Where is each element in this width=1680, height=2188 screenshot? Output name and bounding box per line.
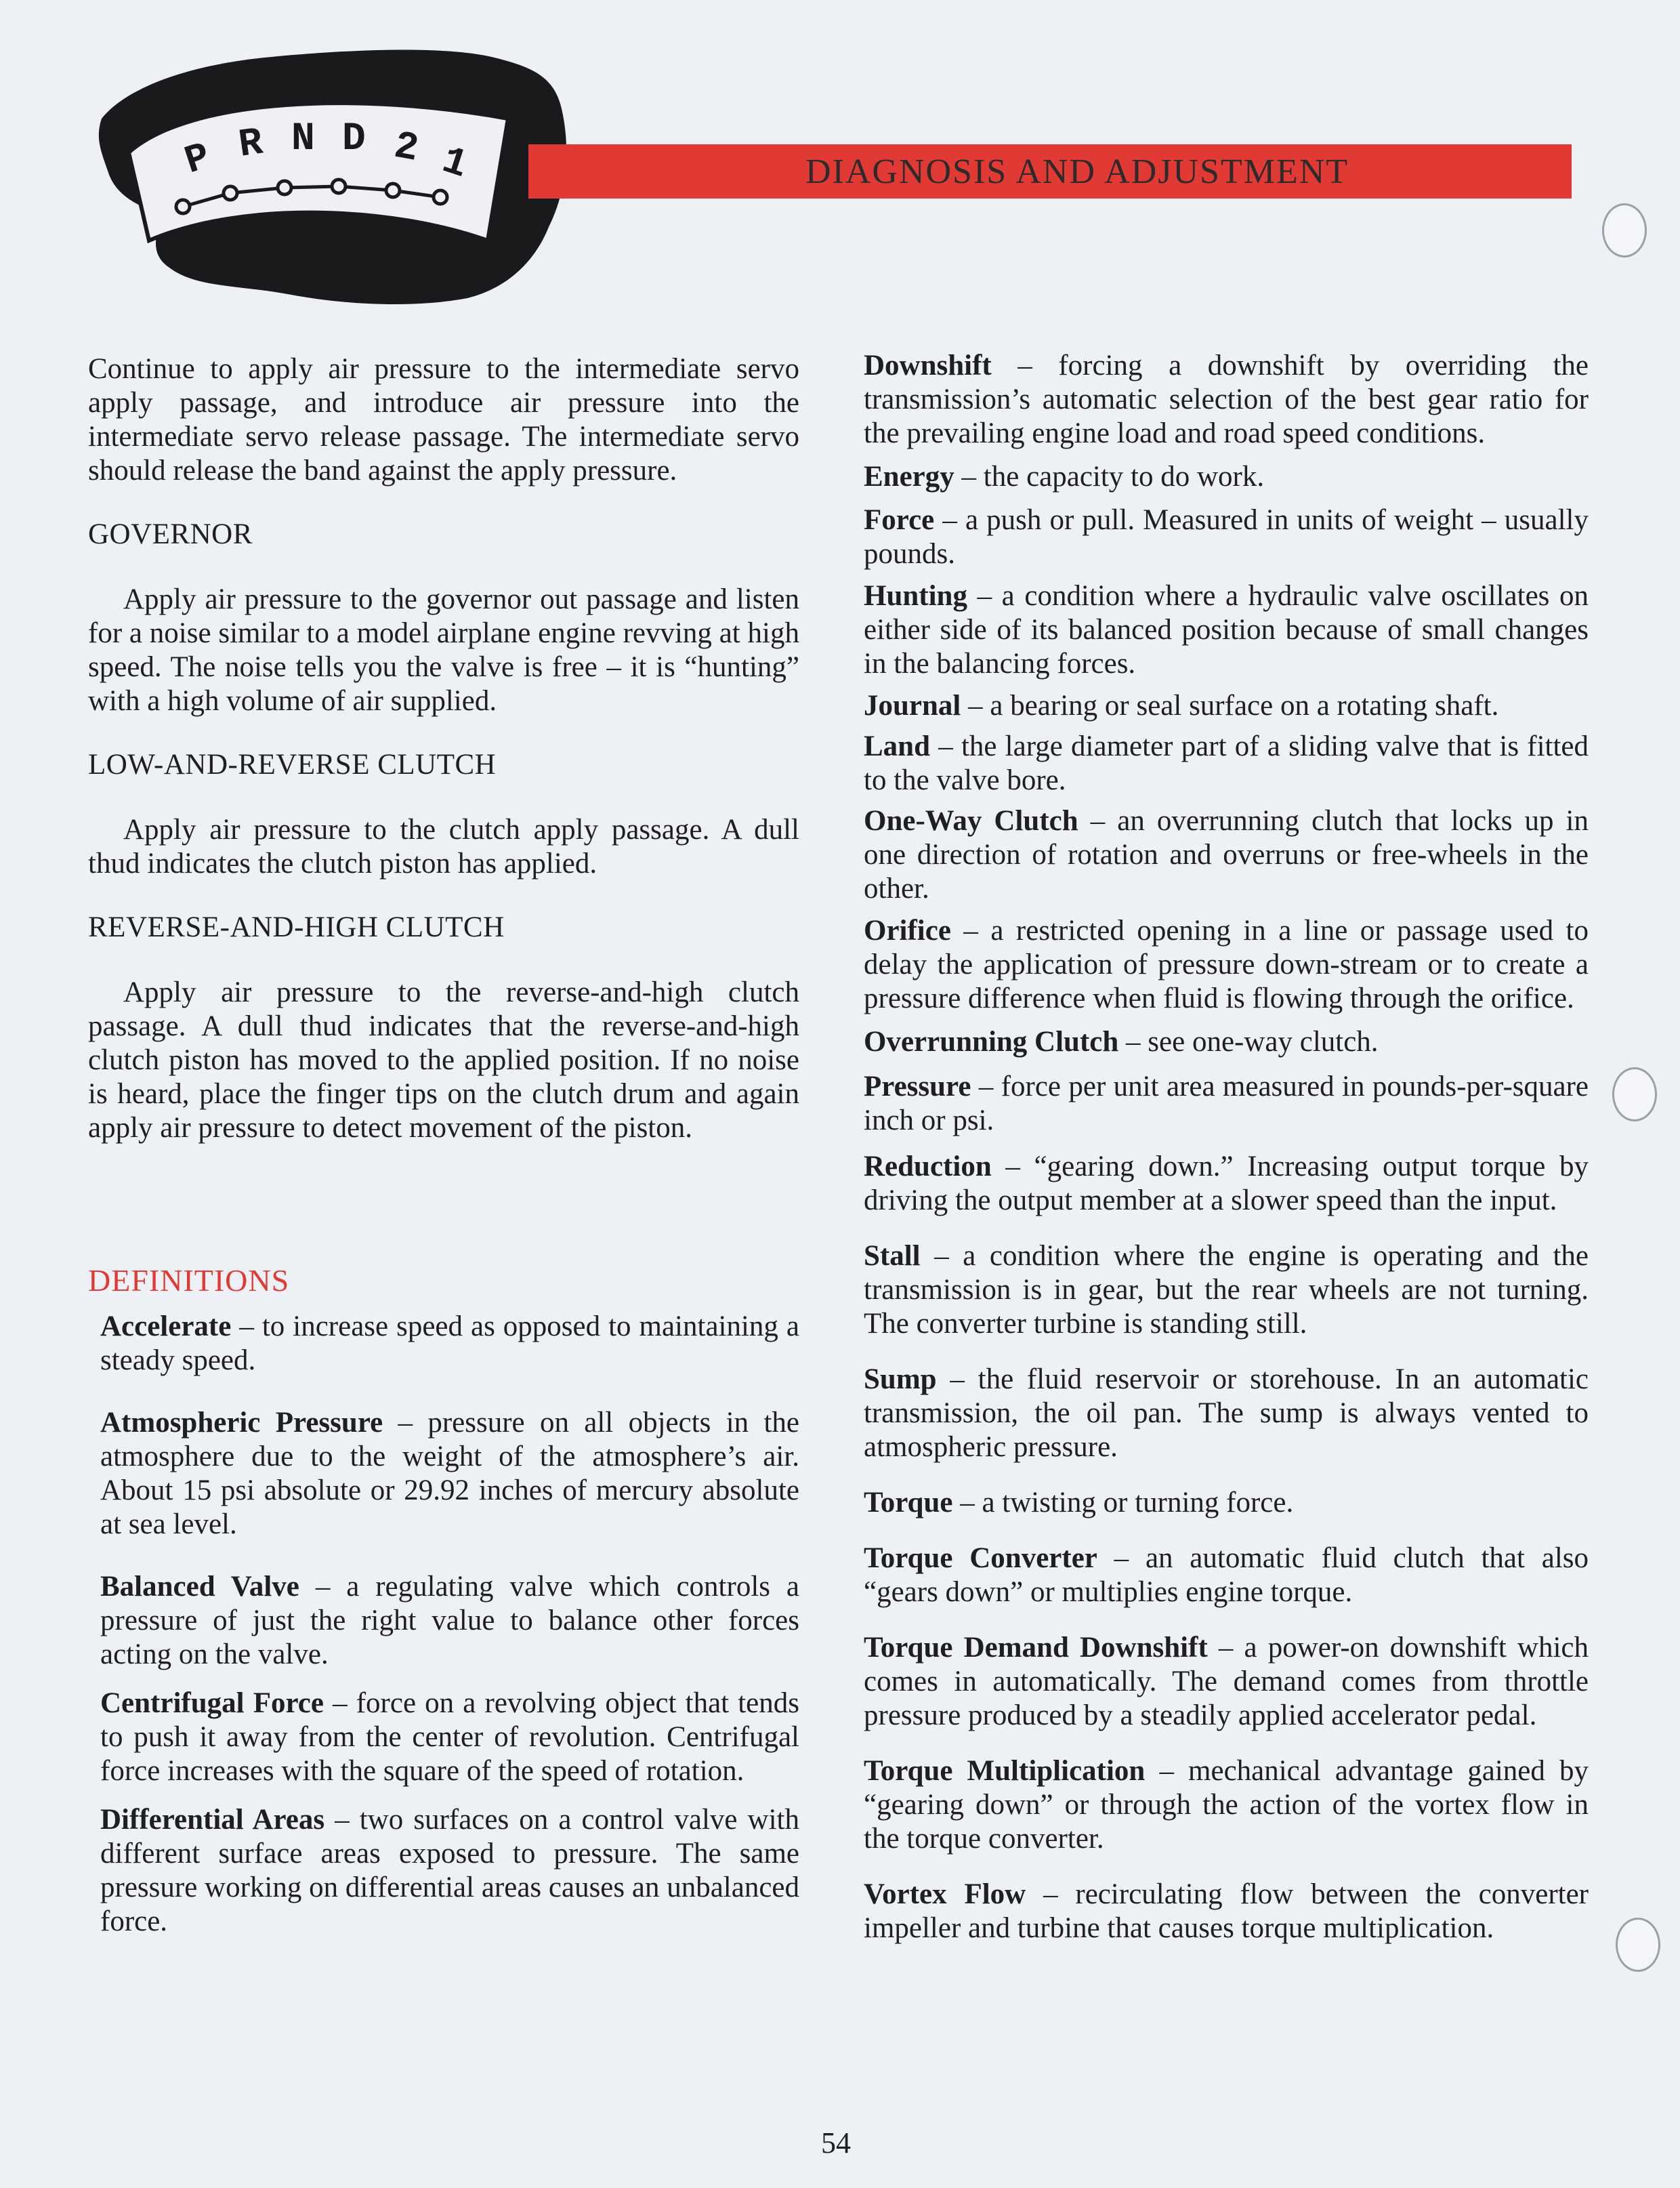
definition-text: – a bearing or seal surface on a rotating shaft. [968, 690, 1499, 722]
selector-dot-1 [434, 190, 447, 204]
gear-letter-r: R [236, 121, 266, 168]
definition-item [864, 1486, 1589, 1520]
definition-term: Accelerate [100, 1310, 232, 1342]
right-column [864, 349, 1589, 1945]
definition-item [100, 1803, 799, 1939]
reverse-high-clutch-heading: REVERSE-AND-HIGH CLUTCH [88, 911, 505, 943]
definitions-title: DEFINITIONS [88, 1263, 290, 1298]
definition-item [864, 730, 1589, 798]
definition-item [864, 804, 1589, 906]
selector-dot-r [224, 186, 237, 200]
definition-term: Vortex Flow [864, 1878, 1026, 1910]
definition-item [100, 1570, 799, 1672]
definition-term: Differential Areas [100, 1804, 325, 1836]
definition-text: – pressure on all objects in the atmosphere due to the weight of the atmosphere’s air. About 15 psi absolute or 29.92 inches of mercury absolute at sea level. [100, 1407, 799, 1540]
selector-dot-2 [386, 184, 400, 197]
selector-dot-n [278, 181, 291, 194]
definition-term: Reduction [864, 1151, 992, 1182]
definition-item [864, 1150, 1589, 1218]
definition-term: Journal [864, 690, 961, 722]
definition-term: Hunting [864, 580, 967, 612]
definition-item [100, 1310, 799, 1378]
gear-letter-1: 1 [436, 139, 473, 188]
definition-item [864, 579, 1589, 681]
definition-item [864, 1363, 1589, 1464]
definition-text: – a power-on downshift which comes in automatically. The demand comes from throttle pressure produced by a steadily applied accelerator pedal. [864, 1632, 1589, 1731]
punch-hole-middle [1612, 1067, 1657, 1121]
intro-paragraph: Continue to apply air pressure to the intermediate servo apply passage, and introduce air pressure into the intermediate servo release passage. The intermediate servo should release the band against the apply pressure. [88, 353, 799, 487]
left-definitions [88, 1310, 799, 1939]
definition-text: – “gearing down.” Increasing output torque by driving the output member at a slower speed than the input. [864, 1151, 1589, 1216]
definition-term: Atmospheric Pressure [100, 1407, 383, 1439]
definition-text: – an automatic fluid clutch that also “gears down” or multiplies engine torque. [864, 1542, 1589, 1608]
definition-term: Torque Multiplication [864, 1755, 1146, 1787]
definition-item [864, 349, 1589, 451]
definition-term: Sump [864, 1363, 937, 1395]
definition-text: – recirculating flow between the converter impeller and turbine that causes torque multiplication. [864, 1878, 1589, 1944]
definition-term: Stall [864, 1240, 921, 1272]
definition-term: Overrunning Clutch [864, 1026, 1119, 1058]
definition-text: – the fluid reservoir or storehouse. In an automatic transmission, the oil pan. The sump is always vented to atmospheric pressure. [864, 1363, 1589, 1463]
punch-hole-top [1602, 203, 1647, 257]
gear-selector-logo [88, 37, 576, 308]
definition-text: – a push or pull. Measured in units of weight – usually pounds. [864, 504, 1589, 570]
definition-item [864, 1754, 1589, 1856]
definition-term: Energy [864, 461, 954, 493]
definition-term: Balanced Valve [100, 1571, 299, 1603]
definition-item [864, 914, 1589, 1016]
definition-text: – see one-way clutch. [1126, 1026, 1379, 1058]
definition-term: Pressure [864, 1071, 971, 1102]
definition-text: – mechanical advantage gained by “gearing down” or through the action of the vortex flow in the torque converter. [864, 1755, 1589, 1855]
low-reverse-clutch-heading: LOW-AND-REVERSE CLUTCH [88, 749, 497, 781]
definition-term: Torque Converter [864, 1542, 1097, 1574]
definition-text: – forcing a downshift by overriding the transmission’s automatic selection of the best gear ratio for the prevailing engine load and road speed conditions. [864, 350, 1589, 449]
definition-item [864, 460, 1589, 494]
gear-letter-p: P [180, 135, 216, 185]
definition-term: Force [864, 504, 935, 536]
definition-text: – an overrunning clutch that locks up in one direction of rotation and overruns or free-wheels in the other. [864, 805, 1589, 905]
definition-text: – the capacity to do work. [961, 461, 1265, 493]
definition-item [864, 1025, 1589, 1059]
definition-item [100, 1406, 799, 1542]
section-header-title: DIAGNOSIS AND ADJUSTMENT [805, 152, 1349, 191]
section-header-bar [528, 144, 1572, 199]
definition-term: Centrifugal Force [100, 1687, 324, 1719]
definition-item [864, 503, 1589, 571]
punch-hole-bottom [1616, 1918, 1660, 1972]
definition-text: – force per unit area measured in pounds-per-square inch or psi. [864, 1071, 1589, 1136]
definition-text: – a regulating valve which controls a pressure of just the right value to balance other forces acting on the valve. [100, 1571, 799, 1670]
definition-text: – to increase speed as opposed to maintaining a steady speed. [100, 1310, 800, 1376]
definition-item [864, 1542, 1589, 1609]
definition-text: – force on a revolving object that tends to push it away from the center of revolution. Centrifugal force increases with the square of the speed of rotation. [100, 1687, 799, 1787]
left-column [88, 352, 799, 1939]
definition-item [864, 1631, 1589, 1733]
definition-item [864, 1239, 1589, 1341]
definition-term: Torque Demand Downshift [864, 1632, 1208, 1664]
selector-dot-d [332, 180, 345, 193]
definition-term: Downshift [864, 350, 992, 381]
selector-dot-p [176, 200, 190, 213]
definition-text: – a restricted opening in a line or passage used to delay the application of pressure down-stream or to create a pressure difference when fluid is flowing through the orifice. [864, 915, 1589, 1014]
definition-term: Orifice [864, 915, 951, 947]
definition-text: – a twisting or turning force. [960, 1487, 1294, 1519]
gear-letter-d: D [342, 117, 366, 161]
low-reverse-clutch-text: Apply air pressure to the clutch apply passage. A dull thud indicates the clutch piston has applied. [88, 814, 799, 880]
definition-term: Torque [864, 1487, 953, 1519]
gear-letter-n: N [291, 117, 315, 161]
definition-item [864, 1070, 1589, 1138]
page-number: 54 [821, 2126, 851, 2160]
definition-text: – two surfaces on a control valve with different surface areas exposed to pressure. The same pressure working on differential areas causes an unbalanced force. [100, 1804, 800, 1937]
definition-text: – a condition where a hydraulic valve oscillates on either side of its balanced position because of small changes in the balancing forces. [864, 580, 1589, 680]
governor-heading: GOVERNOR [88, 518, 253, 550]
definition-text: – a condition where the engine is operating and the transmission is in gear, but the rear wheels are not turning. The converter turbine is standing still. [864, 1240, 1589, 1340]
definition-item [864, 689, 1589, 723]
definition-term: One-Way Clutch [864, 805, 1078, 837]
definition-item [864, 1878, 1589, 1945]
definition-item [100, 1687, 799, 1788]
definition-term: Land [864, 730, 931, 762]
reverse-high-clutch-text: Apply air pressure to the reverse-and-high clutch passage. A dull thud indicates that the reverse-and-high clutch piston has moved to the applied position. If no noise is heard, place the finger tips on the clutch drum and again apply air pressure to detect movement of the piston. [88, 976, 799, 1144]
governor-text: Apply air pressure to the governor out passage and listen for a noise similar to a model airplane engine revving at high speed. The noise tells you the valve is free – it is “hunting” with a high volume of air supplied. [88, 583, 799, 717]
definition-text: – the large diameter part of a sliding valve that is fitted to the valve bore. [864, 730, 1589, 796]
gear-letter-2: 2 [390, 124, 422, 172]
